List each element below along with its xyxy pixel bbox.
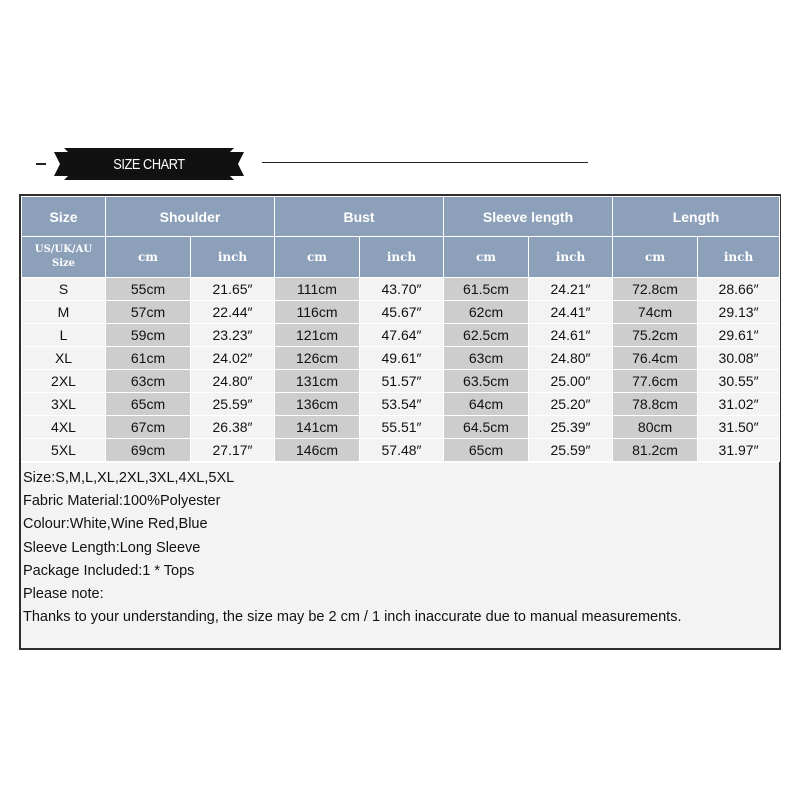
shoulder-cm-cell: 69cm — [106, 439, 191, 462]
sleeve-cm-cell: 63cm — [444, 347, 529, 370]
table-row — [22, 439, 780, 462]
size-cell: 3XL — [22, 393, 106, 416]
sleeve-inch-cell: 24.80″ — [529, 347, 613, 370]
table-row — [22, 347, 780, 370]
sleeve-cm-cell: 64.5cm — [444, 416, 529, 439]
bust-cm-cell: 126cm — [275, 347, 360, 370]
sleeve-cm-cell: 62.5cm — [444, 324, 529, 347]
length-cm-cell: 74cm — [613, 301, 698, 324]
length-cm-cell: 72.8cm — [613, 278, 698, 301]
note-disclaimer: Thanks to your understanding, the size may be 2 cm / 1 inch inaccurate due to manual measurements. — [23, 609, 682, 626]
note-colour: Colour:White,Wine Red,Blue — [23, 516, 208, 533]
shoulder-inch-cell: 25.59″ — [191, 393, 275, 416]
length-cm-cell: 76.4cm — [613, 347, 698, 370]
bust-inch-cell: 57.48″ — [360, 439, 444, 462]
bust-inch-cell: 51.57″ — [360, 370, 444, 393]
sleeve-inch-cell: 24.21″ — [529, 278, 613, 301]
shoulder-inch-cell: 26.38″ — [191, 416, 275, 439]
length-cm-cell: 80cm — [613, 416, 698, 439]
shoulder-cm-cell: 67cm — [106, 416, 191, 439]
group-header-row — [22, 197, 780, 237]
banner-title-box — [54, 148, 244, 180]
bust-inch-cell: 55.51″ — [360, 416, 444, 439]
length-inch-cell: 31.97″ — [698, 439, 780, 462]
unit-cm: cm — [106, 237, 191, 278]
note-fabric: Fabric Material:100%Polyester — [23, 493, 221, 510]
unit-cm: cm — [444, 237, 529, 278]
length-inch-cell: 30.08″ — [698, 347, 780, 370]
unit-inch: inch — [698, 237, 780, 278]
shoulder-cm-cell: 59cm — [106, 324, 191, 347]
sleeve-cm-cell: 61.5cm — [444, 278, 529, 301]
shoulder-cm-cell: 65cm — [106, 393, 191, 416]
banner-rule — [262, 162, 588, 163]
size-table — [21, 196, 780, 462]
length-cm-cell: 78.8cm — [613, 393, 698, 416]
bust-cm-cell: 146cm — [275, 439, 360, 462]
size-cell: XL — [22, 347, 106, 370]
banner-left-dash — [36, 163, 46, 165]
sleeve-inch-cell: 25.39″ — [529, 416, 613, 439]
table-row — [22, 416, 780, 439]
size-cell: S — [22, 278, 106, 301]
shoulder-cm-cell: 55cm — [106, 278, 191, 301]
bust-cm-cell: 141cm — [275, 416, 360, 439]
sleeve-inch-cell: 25.59″ — [529, 439, 613, 462]
shoulder-inch-cell: 24.80″ — [191, 370, 275, 393]
shoulder-inch-cell: 22.44″ — [191, 301, 275, 324]
shoulder-cm-cell: 61cm — [106, 347, 191, 370]
sleeve-cm-cell: 64cm — [444, 393, 529, 416]
banner-title: SIZE CHART — [113, 155, 185, 173]
header-size: Size — [22, 197, 106, 237]
header-length: Length — [613, 197, 780, 237]
bust-inch-cell: 43.70″ — [360, 278, 444, 301]
unit-header-row — [22, 237, 780, 278]
table-row — [22, 301, 780, 324]
shoulder-inch-cell: 23.23″ — [191, 324, 275, 347]
table-row — [22, 370, 780, 393]
unit-inch: inch — [529, 237, 613, 278]
shoulder-inch-cell: 21.65″ — [191, 278, 275, 301]
note-sleeve: Sleeve Length:Long Sleeve — [23, 539, 201, 556]
unit-cm: cm — [613, 237, 698, 278]
table-row — [22, 324, 780, 347]
header-bust: Bust — [275, 197, 444, 237]
shoulder-cm-cell: 63cm — [106, 370, 191, 393]
length-inch-cell: 29.61″ — [698, 324, 780, 347]
length-cm-cell: 77.6cm — [613, 370, 698, 393]
table-row — [22, 393, 780, 416]
length-inch-cell: 30.55″ — [698, 370, 780, 393]
size-region-line2: Size — [51, 258, 76, 269]
header-sleeve-length: Sleeve length — [444, 197, 613, 237]
unit-cm: cm — [275, 237, 360, 278]
bust-inch-cell: 49.61″ — [360, 347, 444, 370]
size-region-label — [22, 237, 106, 278]
length-inch-cell: 29.13″ — [698, 301, 780, 324]
length-inch-cell: 31.02″ — [698, 393, 780, 416]
sleeve-cm-cell: 63.5cm — [444, 370, 529, 393]
size-cell: 2XL — [22, 370, 106, 393]
shoulder-inch-cell: 27.17″ — [191, 439, 275, 462]
note-sizes: Size:S,M,L,XL,2XL,3XL,4XL,5XL — [23, 470, 235, 486]
shoulder-cm-cell: 57cm — [106, 301, 191, 324]
bust-cm-cell: 136cm — [275, 393, 360, 416]
bust-inch-cell: 47.64″ — [360, 324, 444, 347]
note-package: Package Included:1 * Tops — [23, 562, 195, 579]
size-cell: L — [22, 324, 106, 347]
length-cm-cell: 81.2cm — [613, 439, 698, 462]
sleeve-cm-cell: 65cm — [444, 439, 529, 462]
unit-inch: inch — [360, 237, 444, 278]
size-chart — [19, 194, 781, 650]
sleeve-inch-cell: 24.61″ — [529, 324, 613, 347]
table-row — [22, 278, 780, 301]
length-cm-cell: 75.2cm — [613, 324, 698, 347]
length-inch-cell: 28.66″ — [698, 278, 780, 301]
size-chart-banner — [0, 146, 800, 186]
sleeve-inch-cell: 24.41″ — [529, 301, 613, 324]
bust-cm-cell: 131cm — [275, 370, 360, 393]
bust-cm-cell: 111cm — [275, 278, 360, 301]
sleeve-cm-cell: 62cm — [444, 301, 529, 324]
bust-inch-cell: 45.67″ — [360, 301, 444, 324]
sleeve-inch-cell: 25.20″ — [529, 393, 613, 416]
header-shoulder: Shoulder — [106, 197, 275, 237]
sleeve-inch-cell: 25.00″ — [529, 370, 613, 393]
bust-cm-cell: 121cm — [275, 324, 360, 347]
size-region-line1: US/UK/AU — [34, 244, 93, 255]
unit-inch: inch — [191, 237, 275, 278]
note-please-note: Please note: — [23, 586, 104, 603]
shoulder-inch-cell: 24.02″ — [191, 347, 275, 370]
bust-inch-cell: 53.54″ — [360, 393, 444, 416]
size-cell: 5XL — [22, 439, 106, 462]
product-notes — [21, 462, 779, 629]
size-cell: M — [22, 301, 106, 324]
size-cell: 4XL — [22, 416, 106, 439]
bust-cm-cell: 116cm — [275, 301, 360, 324]
length-inch-cell: 31.50″ — [698, 416, 780, 439]
